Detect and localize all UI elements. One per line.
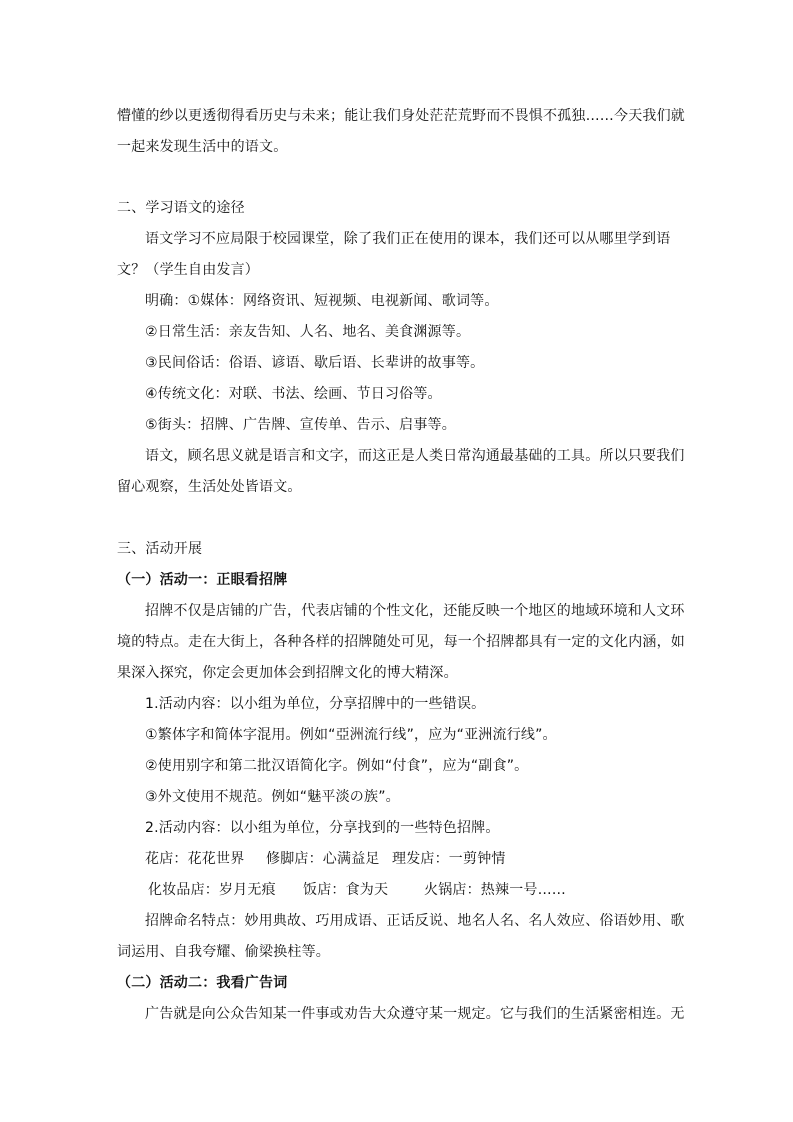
- list-item: ④传统文化：对联、书法、绘画、节日习俗等。: [145, 386, 442, 402]
- subsection-heading: （二）活动二：我看广告词: [117, 975, 288, 991]
- paragraph-line: 语文学习不应局限于校园课堂，除了我们正在使用的课本，我们还可以从哪里学到语: [145, 231, 671, 247]
- list-item: ②日常生活：亲友告知、人名、地名、美食渊源等。: [145, 324, 471, 340]
- paragraph-line: 留心观察，生活处处皆语文。: [117, 479, 302, 495]
- paragraph-line: 懵懂的纱以更透彻得看历史与未来；能让我们身处茫茫荒野而不畏惧不孤独……今天我们就: [117, 108, 685, 124]
- paragraph-line: 果深入探究，你定会更加体会到招牌文化的博大精深。: [117, 665, 458, 681]
- list-item: ⑤街头：招牌、广告牌、宣传单、告示、启事等。: [145, 417, 456, 433]
- paragraph-line: 词运用、自我夸耀、偷梁换柱等。: [117, 944, 330, 960]
- section-heading: 二、学习语文的途径: [117, 200, 245, 216]
- paragraph-line: 招牌不仅是店铺的广告，代表店铺的个性文化，还能反映一个地区的地域环境和人文环: [145, 603, 685, 619]
- section-heading: 三、活动开展: [117, 541, 203, 557]
- paragraph-line: 境的特点。走在大街上，各种各样的招牌随处可见，每一个招牌都具有一定的文化内涵，如: [117, 634, 685, 650]
- signboard-example: 修脚店：心满益足: [266, 851, 380, 867]
- paragraph-line: 一起来发现生活中的语文。: [117, 139, 288, 155]
- list-item: 2.活动内容：以小组为单位，分享找到的一些特色招牌。: [145, 820, 500, 836]
- subsection-heading: （一）活动一：正眼看招牌: [117, 572, 288, 588]
- paragraph-line: 文？（学生自由发言）: [117, 262, 259, 278]
- list-item: 明确：①媒体：网络资讯、短视频、电视新闻、歌词等。: [145, 293, 499, 309]
- signboard-example: 化妆品店：岁月无痕: [148, 882, 276, 898]
- list-item: ③外文使用不规范。例如“魅平淡の族”。: [145, 789, 400, 805]
- signboard-example: 饭店：食为天: [303, 882, 389, 898]
- list-item: ③民间俗话：俗语、谚语、歇后语、长辈讲的故事等。: [145, 355, 485, 371]
- signboard-example: 火锅店：热辣一号……: [424, 882, 566, 898]
- signboard-example: 花店：花花世界: [145, 851, 245, 867]
- paragraph-line: 语文，顾名思义就是语言和文字，而这正是人类日常沟通最基础的工具。所以只要我们: [145, 448, 685, 464]
- paragraph-line: 广告就是向公众告知某一件事或劝告大众遵守某一规定。它与我们的生活紧密相连。无: [145, 1006, 685, 1022]
- list-item: ②使用别字和第二批汉语简化字。例如“付食”，应为“副食”。: [145, 758, 529, 774]
- list-item: ①繁体字和简体字混用。例如“亞洲流行线”，应为“亚洲流行线”。: [145, 727, 557, 743]
- paragraph-line: 招牌命名特点：妙用典故、巧用成语、正话反说、地名人名、名人效应、俗语妙用、歌: [145, 913, 685, 929]
- signboard-example: 理发店：一剪钟情: [392, 851, 506, 867]
- list-item: 1.活动内容：以小组为单位，分享招牌中的一些错误。: [145, 696, 486, 712]
